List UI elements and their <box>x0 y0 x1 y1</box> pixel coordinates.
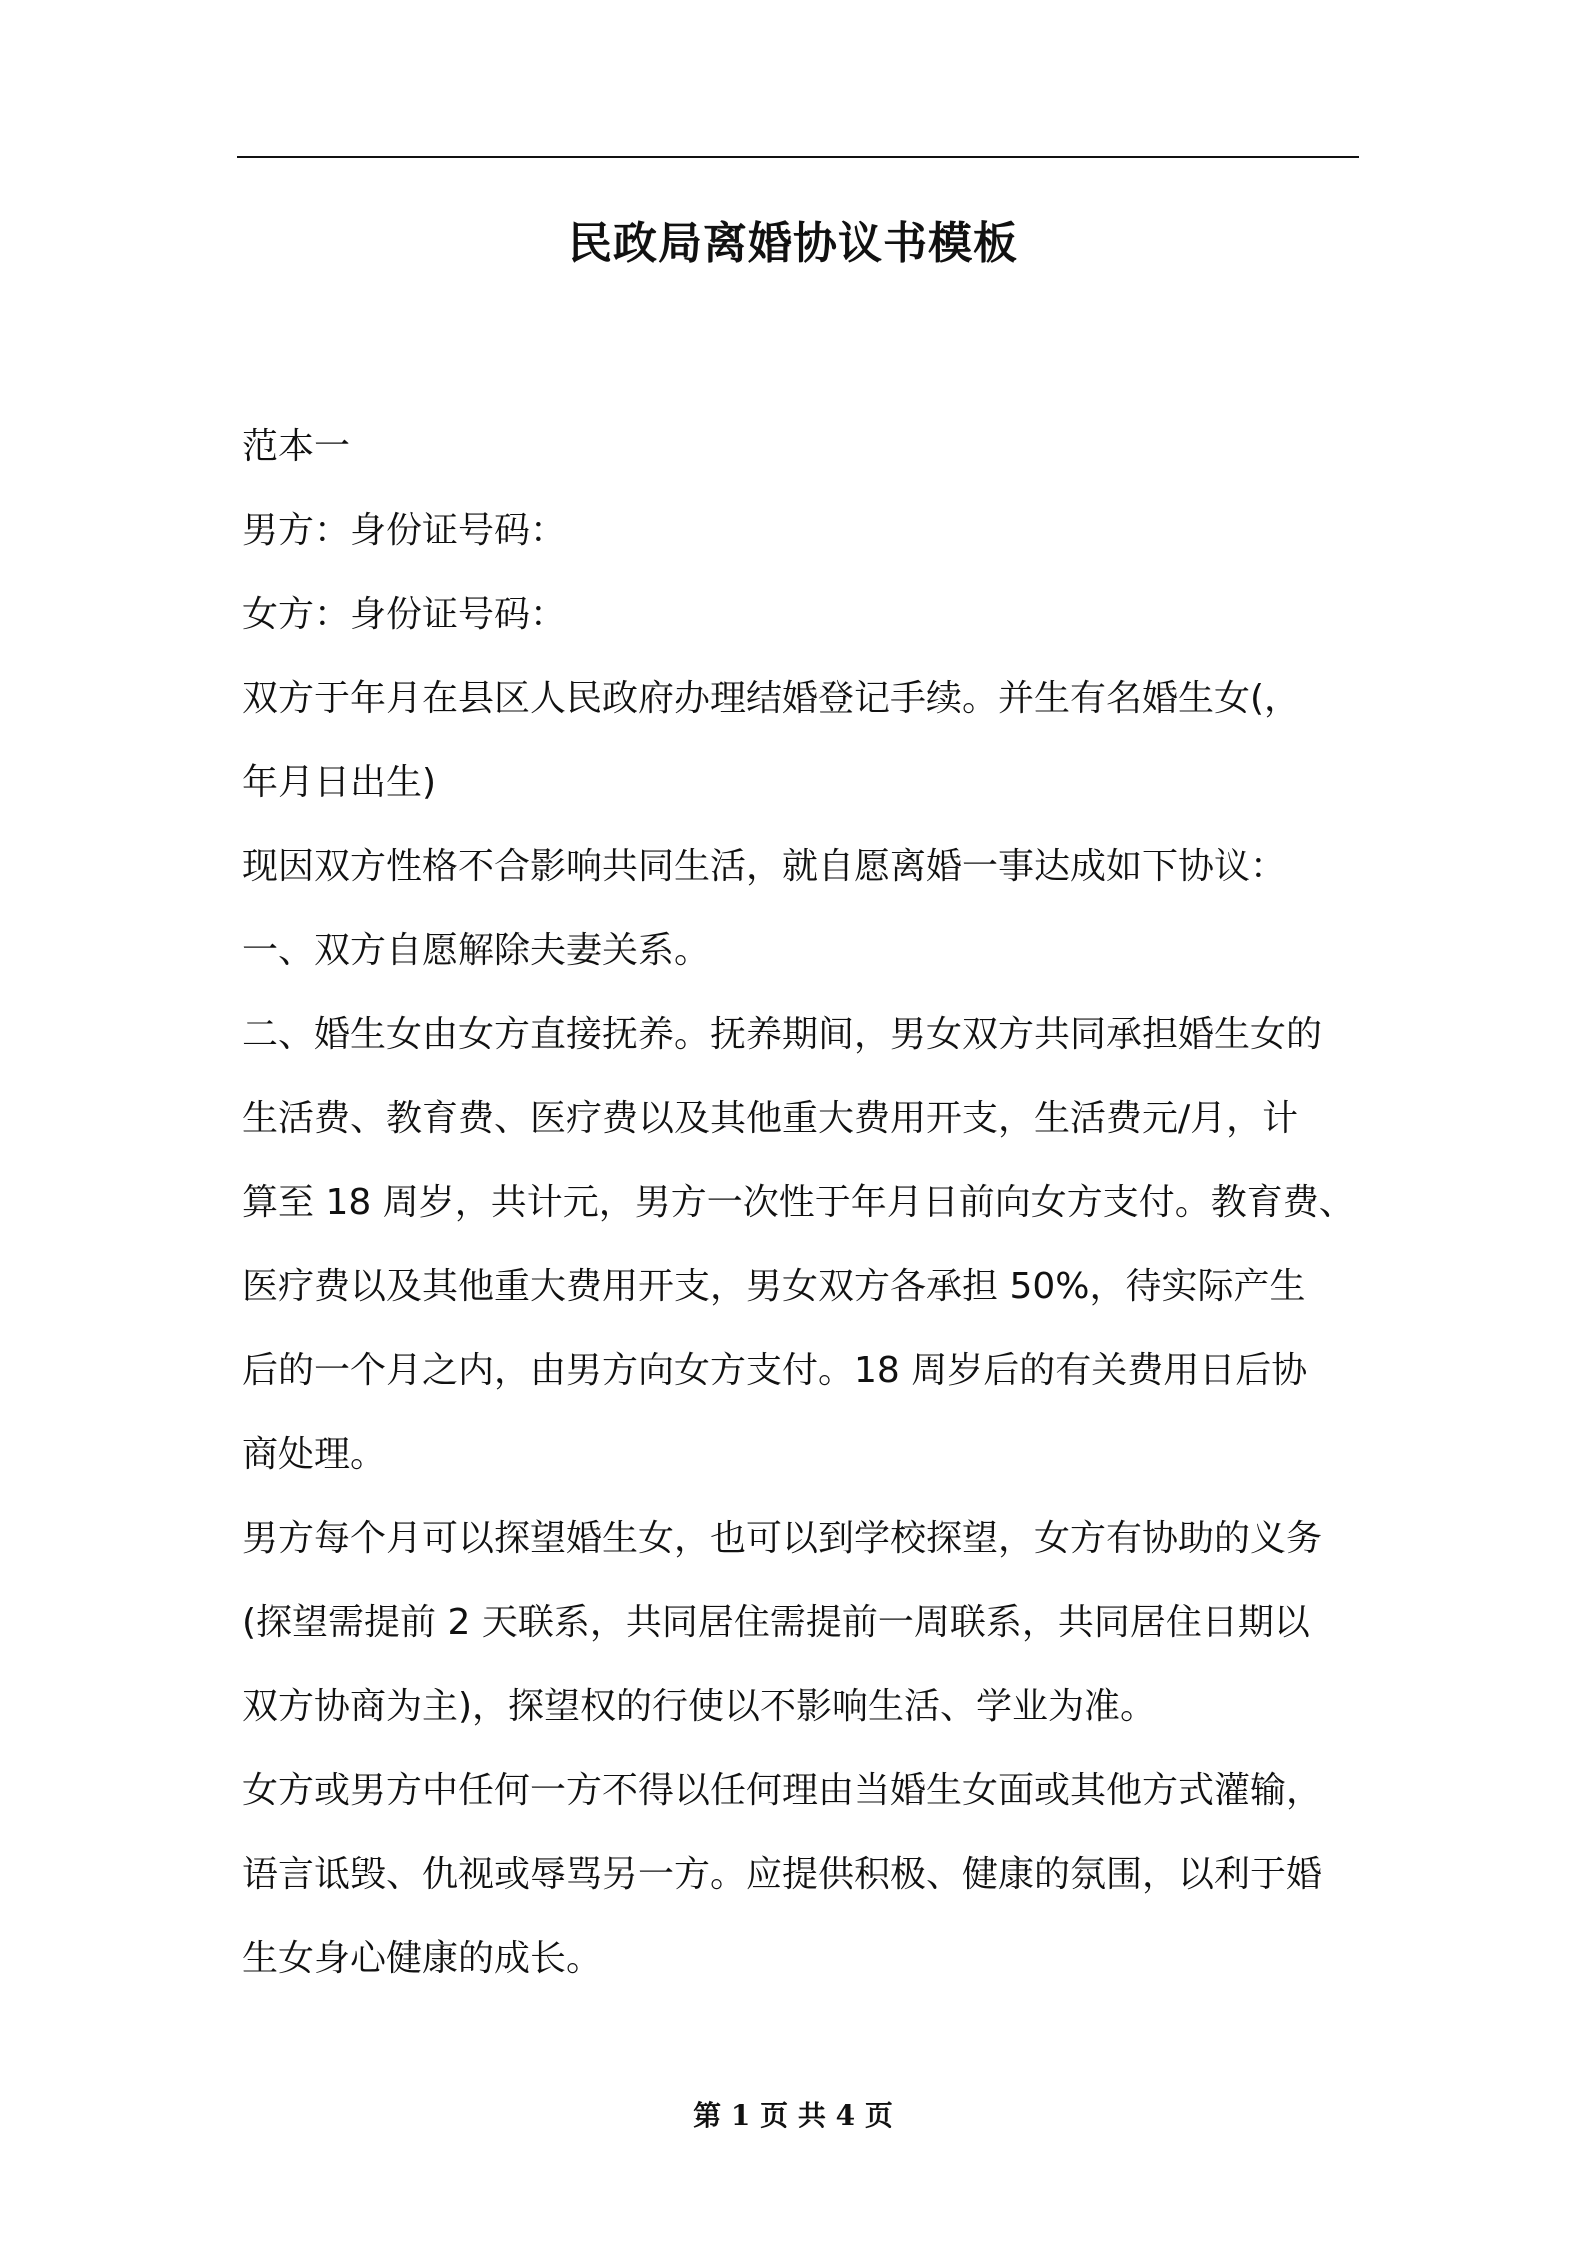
body-line: 男方每个月可以探望婚生女，也可以到学校探望，女方有协助的义务 <box>242 1518 1323 1559</box>
body-line: 年月日出生) <box>242 762 437 803</box>
page-indicator: 第 1 页 共 4 页 <box>693 2099 893 2132</box>
body-line: (探望需提前 2 天联系，共同居住需提前一周联系，共同居住日期以 <box>242 1602 1310 1643</box>
body-line: 商处理。 <box>242 1434 387 1475</box>
body-line: 二、婚生女由女方直接抚养。抚养期间，男女双方共同承担婚生女的 <box>242 1014 1323 1055</box>
header-rule <box>237 156 1359 158</box>
body-line: 女方或男方中任何一方不得以任何理由当婚生女面或其他方式灌输， <box>242 1770 1323 1811</box>
body-line: 生女身心健康的成长。 <box>242 1938 603 1979</box>
body-line: 现因双方性格不合影响共同生活，就自愿离婚一事达成如下协议： <box>242 846 1287 887</box>
body-line: 双方协商为主)，探望权的行使以不影响生活、学业为准。 <box>242 1686 1157 1727</box>
body-line: 一、双方自愿解除夫妻关系。 <box>242 930 711 971</box>
body-line: 生活费、教育费、医疗费以及其他重大费用开支，生活费元/月，计 <box>242 1098 1299 1139</box>
body-line: 算至 18 周岁，共计元，男方一次性于年月日前向女方支付。教育费、 <box>242 1182 1355 1223</box>
body-line: 医疗费以及其他重大费用开支，男女双方各承担 50%，待实际产生 <box>242 1266 1306 1307</box>
body-line: 语言诋毁、仇视或辱骂另一方。应提供积极、健康的氛围，以利于婚 <box>242 1854 1323 1895</box>
document-body <box>242 405 1360 2001</box>
body-line: 范本一 <box>242 426 351 467</box>
body-line: 女方：身份证号码： <box>242 594 567 635</box>
body-line: 男方：身份证号码： <box>242 510 567 551</box>
body-line: 后的一个月之内，由男方向女方支付。18 周岁后的有关费用日后协 <box>242 1350 1308 1391</box>
document-title: 民政局离婚协议书模板 <box>568 218 1018 269</box>
body-line: 双方于年月在县区人民政府办理结婚登记手续。并生有名婚生女(， <box>242 678 1301 719</box>
